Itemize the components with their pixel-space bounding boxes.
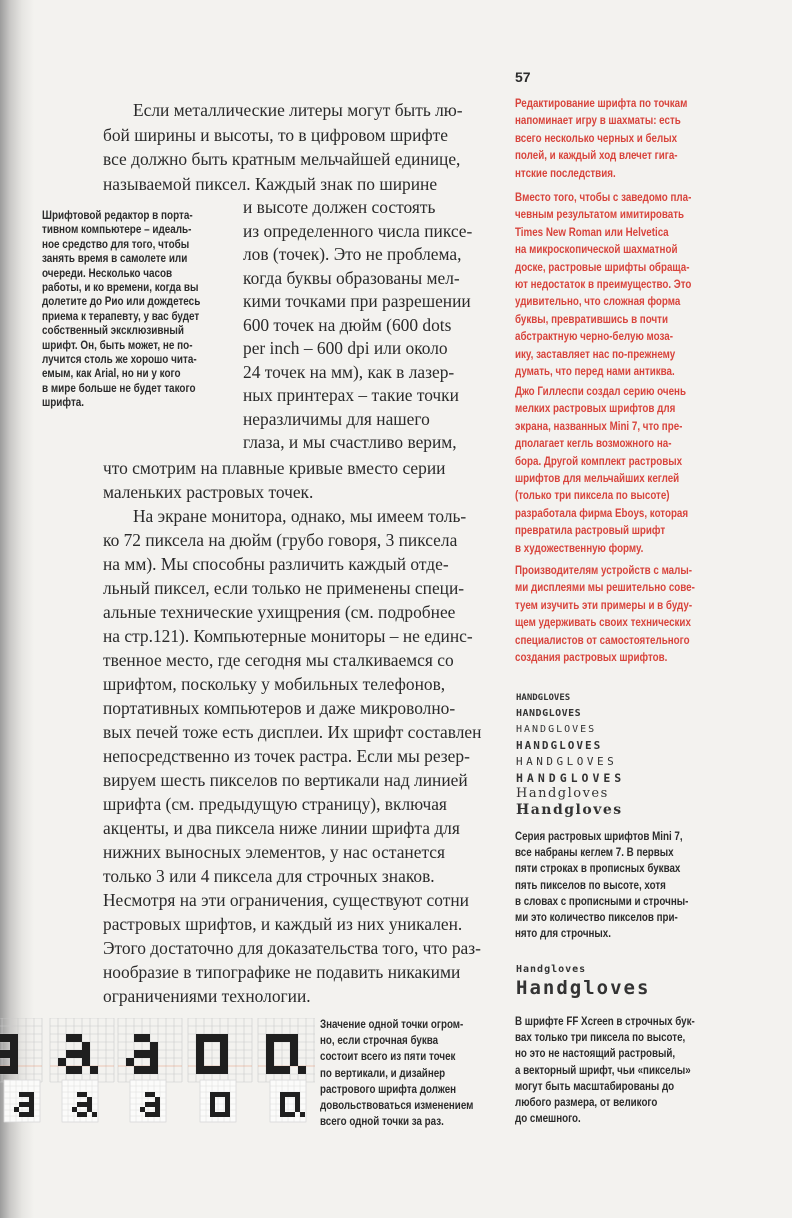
text-line: ику, заставляет нас по-прежнему <box>515 346 676 361</box>
font-sample: HANDGLOVES <box>516 693 571 703</box>
text-line: на мм). Мы способны различить каждый отде- <box>103 554 449 574</box>
text-line: неразличимы для нашего <box>243 408 430 429</box>
text-line: шрифт. Он, быть может, не по- <box>42 337 193 352</box>
text-line: В шрифте FF Xcreen в строчных бук- <box>515 1014 695 1028</box>
text-line: всего несколько черных и белых <box>515 130 678 145</box>
text-line: до смешного. <box>515 1111 581 1126</box>
pixel-letter-large <box>0 1018 42 1082</box>
text-line: и высоте должен состоять <box>243 197 436 217</box>
text-line: льный пиксел, если только не применены специ- <box>103 578 465 598</box>
text-line: Times New Roman или Helvetica <box>515 224 669 239</box>
text-line: тивном компьютере – идеаль- <box>42 222 192 237</box>
pixel-illustration-caption <box>320 1016 473 1129</box>
text-line: напоминает игру в шахматы: есть <box>515 113 681 128</box>
text-line: лучится столь же хорошо чита- <box>42 352 197 367</box>
text-line: нообразие в типографике не подавить никакими <box>103 962 461 982</box>
text-line: в мире больше не будет такого <box>42 380 196 395</box>
font-sample: Handgloves <box>516 964 587 975</box>
text-line: шрифта (см. предыдущую страницу), включая <box>103 794 447 814</box>
text-line: (только три пиксела по высоте) <box>515 488 670 503</box>
text-line: непосредственно из точек растра. Если мы резер- <box>103 746 470 766</box>
font-sample: HANDGLOVES <box>516 724 597 735</box>
text-line: Несмотря на эти ограничения, существуют сотни <box>103 890 469 910</box>
text-line: по вертикали, и дизайнер <box>320 1065 446 1080</box>
pixel-letter-small <box>62 1080 98 1122</box>
text-line: вых печей тоже есть дисплеи. Их шрифт составлен <box>103 722 482 742</box>
text-line: буквы, превратившись в почти <box>515 311 668 326</box>
pixel-letter-small <box>130 1080 166 1122</box>
text-line: мелких растровых шрифтов для <box>515 401 676 416</box>
text-line: Производителям устройств с малы- <box>515 563 692 577</box>
text-line: растровых шрифтов, и каждый из них уникален. <box>103 914 463 934</box>
mini7-caption <box>515 828 688 941</box>
text-line: ко 72 пиксела на дюйм (грубо говоря, 3 пиксела <box>103 530 458 550</box>
pixel-letter-small <box>4 1080 40 1122</box>
red-note-2 <box>515 189 691 380</box>
text-line: нято для строчных. <box>515 926 611 941</box>
mini7-font-samples <box>516 690 625 818</box>
text-line: чевным результатом имитировать <box>515 207 685 222</box>
text-line: довольствоваться изменением <box>320 1098 474 1113</box>
red-note-4 <box>515 562 695 666</box>
text-line: Если металлические литеры могут быть лю- <box>133 100 463 120</box>
text-line: на стр.121). Компьютерные мониторы – не единс- <box>103 626 473 646</box>
pixel-letter-grid-illustration <box>0 1018 315 1133</box>
text-line: думать, что перед нами антиква. <box>515 364 675 379</box>
red-note-3 <box>515 383 688 557</box>
pixel-letter-small <box>200 1080 236 1122</box>
text-line: абстрактную черно-белую моза- <box>515 329 673 344</box>
font-sample: HANDGLOVES <box>516 739 603 752</box>
text-line: любого размера, от великого <box>515 1095 658 1110</box>
text-line: но это не настоящий растровый, <box>515 1046 676 1061</box>
text-line: 24 точек на мм), как в лазер- <box>243 361 455 382</box>
pixel-letter-small <box>270 1080 306 1122</box>
xcreen-font-samples <box>516 964 650 999</box>
sidebar-note <box>42 208 200 410</box>
text-line: лов (точек). Это не проблема, <box>243 244 462 264</box>
text-line: ограничениями технологии. <box>103 986 311 1006</box>
text-line: нтские последствия. <box>515 165 616 180</box>
text-line: могут быть масштабированы до <box>515 1078 675 1093</box>
font-sample: Handgloves <box>516 977 651 999</box>
red-note-1 <box>515 95 687 182</box>
pixel-letter-large <box>258 1018 315 1082</box>
text-line: Серия растровых шрифтов Mini 7, <box>515 829 683 843</box>
text-line: приема к терапевту, у вас будет <box>42 308 200 323</box>
text-line: шрифтов для мельчайших кеглей <box>515 471 680 486</box>
text-line: что смотрим на плавные кривые вместо серии <box>103 458 446 478</box>
text-line: пяти строках в прописных буквах <box>515 861 681 876</box>
text-line: экрана, названных Mini 7, что пре- <box>515 418 683 433</box>
text-line: долетите до Рио или дождетесь <box>42 294 201 309</box>
font-sample: HANDGLOVES <box>516 708 582 719</box>
text-line: глаза, и мы счастливо верим, <box>243 432 457 452</box>
text-line: собственный эксклюзивный <box>42 323 184 338</box>
text-line: очереди. Несколько часов <box>42 265 173 280</box>
text-line: разработала фирма Eboys, которая <box>515 505 689 520</box>
text-line: все набраны кеглем 7. В первых <box>515 845 674 860</box>
text-line: емым, как Arial, но ни у кого <box>42 366 181 381</box>
text-line: работы, и ко времени, когда вы <box>42 280 199 295</box>
text-line: только 3 или 4 пиксела для строчных знаков. <box>103 866 435 886</box>
text-line: все должно быть кратным мельчайшей единице, <box>103 149 461 170</box>
text-line: вируем шесть пикселов по вертикали над линией <box>103 770 468 790</box>
text-line: Этого достаточно для доказательства того, что раз- <box>103 938 481 958</box>
text-line: Джо Гиллеспи создал серию очень <box>515 384 686 398</box>
page-number: 57 <box>515 69 531 85</box>
text-line: шрифтом, поскольку у мобильных телефонов, <box>103 674 446 694</box>
text-line: шрифта. <box>42 395 85 410</box>
text-line: Вместо того, чтобы с заведомо пла- <box>515 190 692 204</box>
text-line: но, если строчная буква <box>320 1033 439 1048</box>
text-line: ных принтерах – такие точки <box>243 385 459 405</box>
text-line: кими точками при разрешении <box>243 291 471 311</box>
text-line: всего одной точки за раз. <box>320 1114 444 1129</box>
text-line: пять пикселов по высоте, хотя <box>515 877 666 892</box>
text-line: ми это количество пикселов при- <box>515 910 678 925</box>
text-line: альные технические ухищрения (см. подробнее <box>103 602 456 622</box>
text-line: когда буквы образованы мел- <box>243 267 460 288</box>
pixel-letter-large <box>188 1018 252 1082</box>
font-sample: HANDGLOVES <box>516 755 618 768</box>
text-line: удивительно, что сложная форма <box>515 294 681 309</box>
text-line: превратила растровый шрифт <box>515 523 666 538</box>
text-line: в художественную форму. <box>515 540 644 555</box>
text-line: per inch – 600 dpi или около <box>243 338 448 358</box>
text-line: 600 точек на дюйм (600 dots <box>243 314 452 335</box>
text-line: Редактирование шрифта по точкам <box>515 96 688 110</box>
text-line: щем удерживать своих технических <box>515 615 691 630</box>
text-line: в словах с прописными и строчны- <box>515 893 689 908</box>
text-line: бора. Другой комплект растровых <box>515 453 683 468</box>
font-sample: Handgloves <box>516 786 609 801</box>
text-line: бой ширины и высоты, то в цифровом шрифте <box>103 124 448 145</box>
text-line: вах только три пиксела по высоте, <box>515 1030 686 1045</box>
main-paragraph-1-top <box>103 98 463 196</box>
main-paragraph-1-end <box>103 456 445 504</box>
text-line: туем изучить эти примеры и в буду- <box>515 597 693 612</box>
text-line: Значение одной точки огром- <box>320 1017 464 1031</box>
font-sample: Handgloves <box>516 802 623 818</box>
text-line: ют недостаток в преимущество. Это <box>515 277 692 292</box>
text-line: нижних выносных элементов, у нас останется <box>103 842 445 862</box>
text-line: акценты, и два пиксела ниже линии шрифта для <box>103 818 460 838</box>
text-line: маленьких растровых точек. <box>103 482 314 502</box>
text-line: создания растровых шрифтов. <box>515 650 668 665</box>
pixel-letter-large <box>118 1018 182 1082</box>
main-paragraph-1-wrapped <box>243 196 472 455</box>
text-line: занять время в самолете или <box>42 251 188 266</box>
text-line: доске, растровые шрифты обраща- <box>515 259 690 274</box>
main-paragraph-2 <box>103 504 481 1008</box>
text-line: портативных компьютеров и даже микроволно- <box>103 698 456 718</box>
text-line: На экране монитора, однако, мы имеем толь- <box>133 506 467 526</box>
xcreen-caption <box>515 1013 695 1126</box>
text-line: специалистов от самостоятельного <box>515 632 690 647</box>
text-line: ное средство для того, чтобы <box>42 236 190 251</box>
text-line: ми дисплеями мы решительно сове- <box>515 580 695 595</box>
text-line: на микроскопической шахматной <box>515 242 678 257</box>
text-line: растрового шрифта должен <box>320 1081 457 1096</box>
text-line: Шрифтовой редактор в порта- <box>42 208 193 222</box>
text-line: полей, и каждый ход влечет гига- <box>515 148 678 163</box>
font-sample: HANDGLOVES <box>516 771 626 785</box>
text-line: дполагает кегль возможного на- <box>515 436 672 451</box>
pixel-letter-large <box>50 1018 114 1082</box>
text-line: твенное место, где сегодня мы сталкиваемся со <box>103 650 454 670</box>
text-line: называемой пиксел. Каждый знак по ширине <box>103 173 438 194</box>
text-line: состоит всего из пяти точек <box>320 1049 456 1064</box>
text-line: из определенного числа пиксе- <box>243 220 473 241</box>
text-line: а векторный шрифт, чьи «пикселы» <box>515 1062 691 1077</box>
